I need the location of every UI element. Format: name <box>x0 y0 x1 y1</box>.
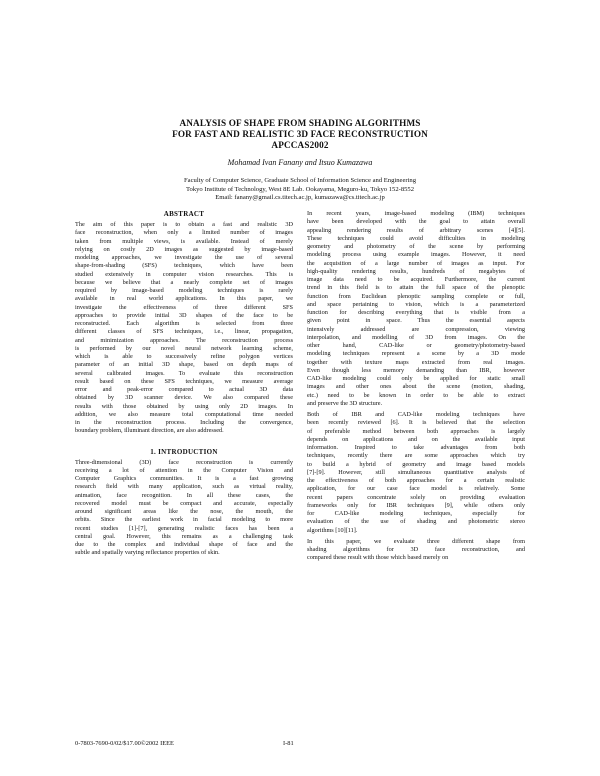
title-line: APCCAS2002 <box>271 140 329 150</box>
text-line: and minimization approaches. The reconstruction process <box>75 336 293 344</box>
text-line: intensively addressed are compression, viewing <box>307 325 525 333</box>
text-line: addition, we also measure total computational time needed <box>75 410 293 418</box>
paper-title <box>80 118 520 151</box>
text-line: images and other ones about the scene (motion, shading, <box>307 383 525 391</box>
text-line: orbits. Since the earliest work in facial modeling to more <box>75 516 293 524</box>
affiliation-line: Email: fanany@gmail.cs.titech.ac.jp, kumazawa@cs.titech.ac.jp <box>215 194 385 202</box>
introduction-heading: 1. INTRODUCTION <box>150 447 218 456</box>
introduction-body <box>75 459 293 558</box>
text-line: The aim of this paper is to obtain a fast and realistic 3D <box>75 221 293 228</box>
text-line: recent papers concentrate solely on providing evaluation <box>307 493 525 501</box>
text-line: subtle and spatially varying reflectance properties of skin. <box>75 549 220 557</box>
text-line: information. Inspired to take advantages from both <box>307 444 525 451</box>
abstract-heading: ABSTRACT <box>163 210 205 218</box>
text-line: parameter of an initial 3D shape, based on depth maps of <box>75 361 293 369</box>
text-line: shape-from-shading (SFS) techniques, which have been <box>75 262 293 270</box>
text-line: CAD-like modeling could only be applied for static small <box>307 375 525 382</box>
text-line: due to the complex and individual shape of face and the <box>75 541 293 548</box>
right-paragraph-3 <box>307 538 525 563</box>
text-line: and space pertaining to vision, which is a parameterized <box>307 300 525 308</box>
affiliation-line: Faculty of Computer Science, Graduate School of Information Science and Engineering <box>184 177 416 184</box>
text-line: results with those obtained by using only 2D images. In <box>75 402 293 410</box>
title-line: FOR FAST AND REALISTIC 3D FACE RECONSTRUCTION <box>172 129 428 139</box>
authors: Mohamad Ivan Fanany and Itsuo Kumazawa <box>227 158 373 167</box>
text-line: the acquisition of a large number of images as input. For <box>307 259 525 267</box>
text-line: receiving a lot of attention in the Computer Vision and <box>75 466 293 474</box>
text-line: depends on applications and on the available input <box>307 435 525 443</box>
text-line: other hand, CAD-like or geometry/photometry-based <box>307 342 525 349</box>
text-line: because we believe that a nearly complete set of images <box>75 278 293 286</box>
text-line: have been developed with the goal to attain overall <box>307 218 525 226</box>
text-line: recent studies [1]-[7], generating realistic faces has been a <box>75 524 293 532</box>
text-line: modeling techniques represent a scene by a 3D mode <box>307 350 525 358</box>
text-line: compared these result with those which based merely on <box>307 554 449 562</box>
text-line: shading algorithms for 3D face reconstruction, and <box>307 546 525 553</box>
abstract-body <box>75 221 293 436</box>
text-line: several calibrated images. To evaluate this reconstruction <box>75 369 293 377</box>
text-line: interpolation, and modelling of 3D from images. On the <box>307 333 525 341</box>
text-line: of preferable method between both approaches is largely <box>307 427 525 435</box>
text-line: face reconstruction, when only a limited number of images <box>75 229 293 237</box>
text-line: result based on these SFS techniques, we measure average <box>75 377 293 385</box>
text-line: central goal. However, this remains as a challenging task <box>75 532 293 540</box>
right-paragraph-2 <box>307 411 525 535</box>
text-line: In recent years, image-based modeling (IBM) techniques <box>307 210 525 217</box>
text-line: Both of IBR and CAD-like modeling techniques have <box>307 411 525 418</box>
affiliation-line: Tokyo Institute of Technology, West 8E Lab. Ookayama, Meguro-ku, Tokyo 152-8552 <box>185 185 415 193</box>
text-line: which is able to successively refine polygon vertices <box>75 353 293 360</box>
text-line: modeling process using example images. However, it need <box>307 251 525 259</box>
text-line: geometry and photometry of the scene by performing <box>307 243 525 250</box>
text-line: high-quality rendering results, hundreds of megabytes of <box>307 267 525 275</box>
text-line: algorithms [10][11]. <box>307 526 358 534</box>
text-line: the effectiveness of both approaches for a certain realistic <box>307 477 525 484</box>
text-line: and preserve the 3D structure. <box>307 399 383 407</box>
text-line: for CAD-like modeling techniques, especially for <box>307 510 525 517</box>
text-line: In this paper, we evaluate three different shape from <box>307 537 525 545</box>
text-line: trend in this field is to attain the full space of the plenoptic <box>307 284 525 292</box>
text-line: error and peak-error compared to actual 3D data <box>75 386 293 393</box>
text-line: recovered model must be compact and accurate, especially <box>75 499 293 507</box>
text-line: image data need to be acquired. Furthermore, the current <box>307 276 525 283</box>
text-line: techniques, recently there are some approaches which try <box>307 452 525 460</box>
text-line: studied extensively in computer vision researches. This is <box>75 270 293 278</box>
text-line: approaches to provide initial 3D shapes of the face to be <box>75 311 293 319</box>
text-line: Three-dimensional (3D) face reconstruction is currently <box>75 458 293 466</box>
text-line: to build a hybrid of geometry and image based models <box>307 460 525 468</box>
text-line: animation, face recognition. In all these cases, the <box>75 491 293 499</box>
copyright-footer: 0-7803-7690-0/02/$17.00©2002 IEEE <box>75 740 174 747</box>
text-line: reconstructed. Each algorithm is selected from three <box>75 320 293 327</box>
text-line: [7]-[9]. However, still simultaneous quantitative analysis of <box>307 468 525 476</box>
text-line: Computer Graphics communities. It is a fast growing <box>75 475 293 482</box>
text-line: evaluation of the use of shading and photometric stereo <box>307 518 525 526</box>
title-line: ANALYSIS OF SHAPE FROM SHADING ALGORITHMS <box>179 118 421 128</box>
text-line: obtained by 3D scanner device. We also compared these <box>75 394 293 402</box>
text-line: research field with many application, such as virtual reality, <box>75 483 293 491</box>
text-line: investigate the effectiveness of three different SFS <box>75 303 293 311</box>
text-line: is performed by our novel neural network learning scheme, <box>75 344 293 352</box>
page-number: I-81 <box>283 740 294 747</box>
text-line: in the reconstruction process. Including the convergence, <box>75 419 293 426</box>
text-line: available in real world applications. In this paper, we <box>75 295 293 303</box>
text-line: together with texture maps extracted from real images. <box>307 358 525 366</box>
text-line: taken from multiple views, is available. Instead of merely <box>75 237 293 245</box>
text-line: Even though less memory demanding than IBR, however <box>307 366 525 374</box>
text-line: given point in space. Thus the essential aspects <box>307 317 525 325</box>
text-line: required by image-based modeling techniques is rarely <box>75 287 293 294</box>
text-line: boundary problem, illuminant direction, are also addressed. <box>75 427 224 435</box>
text-line: function for describing everything that is visible from a <box>307 309 525 316</box>
affiliation <box>70 177 530 203</box>
text-line: different classes of SFS techniques, i.e., linear, propagation, <box>75 328 293 336</box>
text-line: modeling approaches, we investigate the use of several <box>75 254 293 261</box>
text-line: been recently reviewed [6]. It is believed that the selection <box>307 419 525 427</box>
text-line: relying on costly 2D images as suggested by image-based <box>75 245 293 253</box>
text-line: function from Euclidean plenoptic sampling complete or full, <box>307 292 525 300</box>
text-line: frameworks only for IBR techniques [9], while others only <box>307 501 525 509</box>
text-line: appealing rendering results of arbitrary scenes [4][5]. <box>307 226 525 234</box>
text-line: These techniques could avoid difficulties in modeling <box>307 234 525 242</box>
left-column <box>75 210 293 558</box>
text-line: etc.) need to be known in order to be able to extract <box>307 391 525 399</box>
text-line: around significant areas like the nose, the mouth, the <box>75 508 293 515</box>
text-line: application, for our case face model is relatively. Some <box>307 485 525 493</box>
right-column <box>307 210 525 563</box>
right-paragraph-1 <box>307 210 525 408</box>
